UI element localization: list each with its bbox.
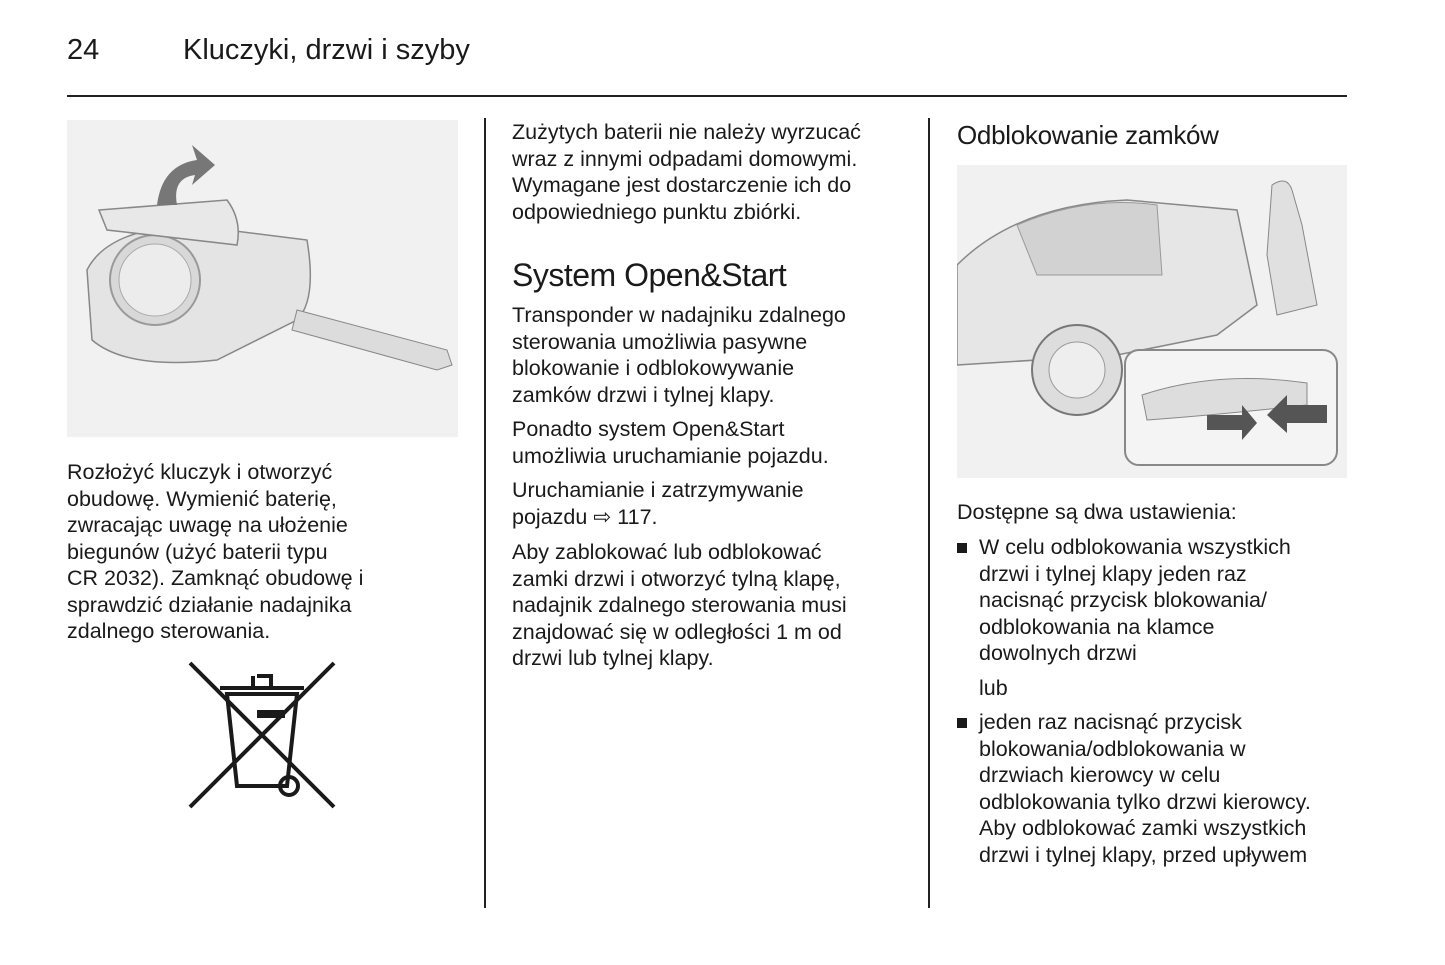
text-line: drzwi lub tylnej klapy.: [512, 646, 714, 670]
text-line: sterowania umożliwia pasywne: [512, 329, 808, 354]
battery-disposal-text: [512, 119, 861, 225]
text-line: zamki drzwi i otworzyć tylną klapę,: [512, 566, 841, 591]
text-line: CR 2032). Zamknąć obudowę i: [67, 566, 364, 590]
or-text: [979, 675, 1008, 702]
text-line: drzwi i tylnej klapy, przed upływem: [979, 842, 1308, 867]
intro-text: [957, 499, 1237, 526]
column-divider: [928, 118, 930, 908]
recycling-bin-symbol: [185, 658, 339, 812]
text-line: lub: [979, 676, 1008, 700]
text-line: znajdować się w odległości 1 m od: [512, 619, 842, 644]
car-unlock-figure: [957, 165, 1347, 478]
column-divider: [484, 118, 486, 908]
start-text: [512, 416, 829, 469]
subsection-heading: Odblokowanie zamków: [957, 120, 1219, 150]
bullet-square-icon: [957, 543, 967, 553]
bullet-square-icon: [957, 718, 967, 728]
text-line: biegunów (użyć baterii typu: [67, 539, 328, 564]
text-line: zdalnego sterowania.: [67, 619, 271, 643]
text-line: W celu odblokowania wszystkich: [979, 535, 1291, 559]
text-line: umożliwia uruchamianie pojazdu.: [512, 443, 829, 468]
text-line: Rozłożyć kluczyk i otworzyć: [67, 460, 333, 484]
text-line: sprawdzić działanie nadajnika: [67, 592, 352, 617]
text-line: zamków drzwi i tylnej klapy.: [512, 382, 775, 407]
reference-text: [512, 477, 804, 530]
text-line: drzwiach kierowcy w celu: [979, 763, 1221, 787]
bullet-item-all-doors: [979, 534, 1291, 667]
text-line: Wymagane jest dostarczenie ich do: [512, 173, 852, 197]
text-line: nadajnik zdalnego sterowania musi: [512, 593, 847, 617]
battery-instructions: [67, 459, 363, 645]
text-line: Ponadto system Open&Start: [512, 417, 785, 441]
text-line: wraz z innymi odpadami domowymi.: [512, 146, 858, 171]
text-line: zwracając uwagę na ułożenie: [67, 513, 348, 537]
distance-text: [512, 539, 847, 672]
transponder-text: [512, 302, 846, 408]
text-line: drzwi i tylnej klapy jeden raz: [979, 561, 1247, 586]
text-line: Zużytych baterii nie należy wyrzucać: [512, 120, 861, 144]
text-line: odblokowania tylko drzwi kierowcy.: [979, 789, 1311, 814]
page-number: 24: [67, 34, 100, 66]
chapter-title: Kluczyki, drzwi i szyby: [183, 34, 470, 66]
header-rule: [67, 95, 1347, 97]
text-line: Aby odblokować zamki wszystkich: [979, 816, 1307, 840]
text-line: Dostępne są dwa ustawienia:: [957, 500, 1237, 524]
section-heading: System Open&Start: [512, 257, 787, 293]
bullet-item-driver-door: [979, 709, 1311, 868]
text-line: odblokowania na klamce: [979, 614, 1215, 639]
text-line: jeden raz nacisnąć przycisk: [979, 710, 1242, 734]
text-line: blokowania/odblokowania w: [979, 736, 1246, 761]
text-line: dowolnych drzwi: [979, 641, 1137, 665]
text-line: pojazdu ⇨ 117.: [512, 504, 658, 529]
text-line: odpowiedniego punktu zbiórki.: [512, 199, 802, 224]
text-line: Aby zablokować lub odblokować: [512, 540, 822, 564]
key-battery-figure: [67, 120, 458, 437]
text-line: Transponder w nadajniku zdalnego: [512, 303, 846, 327]
text-line: obudowę. Wymienić baterię,: [67, 486, 337, 511]
text-line: nacisnąć przycisk blokowania/: [979, 588, 1267, 612]
text-line: blokowanie i odblokowywanie: [512, 356, 795, 380]
text-line: Uruchamianie i zatrzymywanie: [512, 478, 804, 502]
